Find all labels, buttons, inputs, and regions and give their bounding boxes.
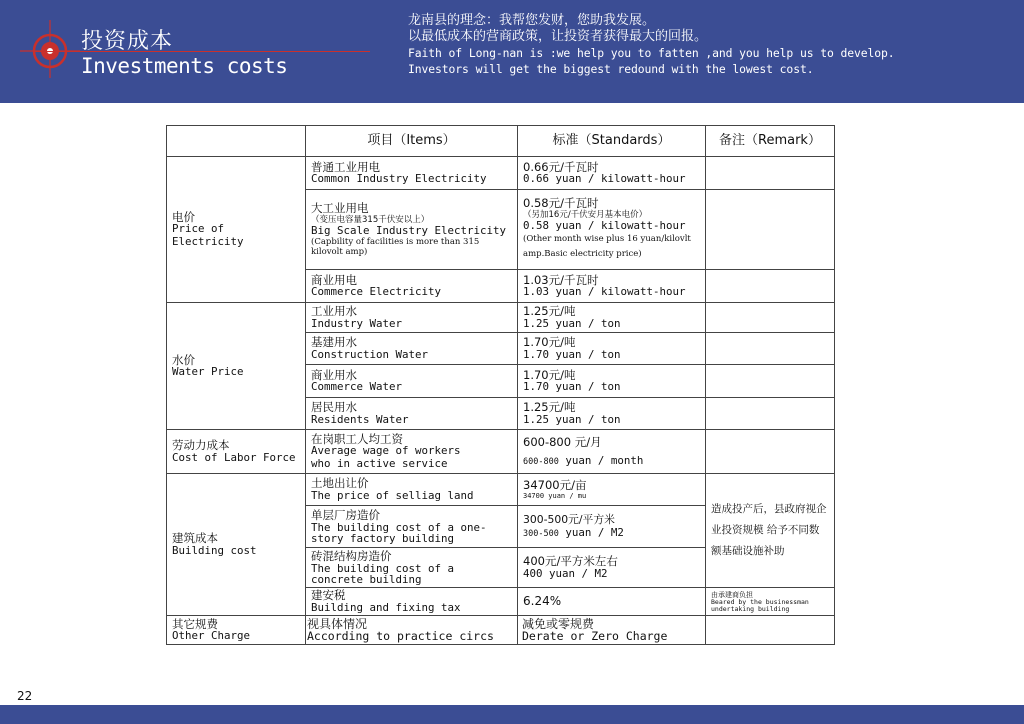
item-cn: 建安税 [311, 588, 346, 602]
standard-cn: 0.58元/千瓦时 [523, 196, 599, 210]
standard-note-en: (Other month wise plus 16 yuan/kilovlt amp.Basic electricity price) [523, 234, 691, 259]
item-cn: 基建用水 [311, 335, 357, 349]
slogan-en-line-1: Faith of Long-nan is :we help you to fatten ,and you help us to develop. [408, 46, 895, 60]
standard-cell [518, 190, 706, 270]
standard-cn: 1.25元/吨 [523, 304, 576, 318]
footer-bar [0, 705, 1024, 724]
item-cn: 砖混结构房造价 [311, 549, 392, 564]
item-cell [306, 333, 518, 365]
item-en: Big Scale Industry Electricity [311, 223, 507, 237]
standard-cell [518, 588, 706, 616]
remark-cell [706, 365, 835, 398]
category-other [167, 616, 306, 645]
standard-note-cn: （另加16元/千伏安月基本电价） [523, 209, 648, 220]
item-cell [306, 157, 518, 190]
category-label-en: Water Price [172, 365, 244, 378]
standard-cn: 1.25元/吨 [523, 400, 576, 414]
item-en: Commerce Electricity [311, 285, 442, 298]
item-cell [306, 303, 518, 333]
standard-cell [518, 548, 706, 588]
slogan-cn-line-1: 龙南县的理念：我帮您发财，您助我发展。 [408, 13, 656, 28]
standard-en: 1.03 yuan / kilowatt-hour [523, 285, 686, 298]
remark-cell [706, 270, 835, 303]
slogan-cn-line-2: 以最低成本的营商政策，让投资者获得最大的回报。 [408, 29, 708, 44]
item-cell [306, 190, 518, 270]
item-en: Construction Water [311, 347, 429, 361]
standard-cn: 1.70元/吨 [523, 335, 576, 349]
slogan-en-line-2: Investors will get the biggest redound with the lowest cost. [408, 62, 814, 76]
standard-en: 0.66 yuan / kilowatt-hour [523, 172, 686, 185]
item-en: Commerce Water [311, 380, 403, 393]
item-cn: 居民用水 [311, 400, 357, 414]
remark-cell [706, 303, 835, 333]
category-label-en: Other Charge [172, 629, 251, 642]
standard-en: Derate or Zero Charge [522, 629, 668, 643]
item-en: Residents Water [311, 412, 409, 426]
item-en: The building cost of a one-story factory building [311, 520, 487, 545]
category-label-cn: 水价 [172, 352, 195, 367]
item-cn: 视具体情况 [307, 616, 368, 631]
standard-cell [518, 303, 706, 333]
category-label-en: Price of Electricity [172, 222, 244, 248]
item-cn: 商业用水 [311, 367, 357, 382]
table-row [167, 474, 835, 506]
item-en: The price of selliag land [311, 488, 474, 502]
investment-costs-table [166, 125, 835, 645]
remark-cell [706, 398, 835, 430]
standard-cn: 300-500元/平方米 [523, 513, 615, 526]
category-label-cn: 其它规费 [172, 616, 218, 631]
standard-cell [518, 398, 706, 430]
standard-en: 34700 yuan / mu [523, 491, 587, 500]
table-row [167, 616, 835, 645]
item-cell [306, 588, 518, 616]
standard-en: 400 yuan / M2 [523, 566, 608, 580]
standard-cn: 1.70元/吨 [523, 367, 576, 382]
standard-cn: 400元/平方米左右 [523, 554, 618, 568]
item-en: According to practice circs [307, 629, 494, 643]
standard-cell [518, 157, 706, 190]
standard-cell [518, 365, 706, 398]
remark-cell [706, 430, 835, 474]
item-note-en: (Capbility of facilities is more than 315 kilovolt amp) [311, 237, 480, 257]
item-en: Common Industry Electricity [311, 172, 487, 185]
page-number: 22 [17, 689, 33, 703]
category-electricity [167, 157, 306, 303]
standard-cell [518, 506, 706, 548]
item-en: Average wage of workers who in active service [311, 444, 461, 470]
item-cn: 在岗职工人均工资 [311, 431, 403, 446]
standard-value: 6.24% [523, 594, 562, 609]
standard-en: 1.25 yuan / ton [523, 316, 621, 330]
standard-cn: 1.03元/千瓦时 [523, 272, 599, 287]
table-row [167, 157, 835, 190]
standard-cn: 600-800 元/月 [523, 435, 602, 449]
standard-cell [518, 474, 706, 506]
slogan [408, 13, 895, 77]
remark-en: Beared by the businessman undertaking building [711, 597, 809, 613]
category-label-en: Building cost [172, 543, 257, 557]
standard-cn: 34700元/亩 [523, 478, 587, 493]
item-en: The building cost of a concrete building [311, 561, 455, 586]
standard-en-num: 600-800 [523, 456, 559, 467]
standard-cn: 减免或零规费 [522, 616, 595, 631]
item-note-cn: （变压电容量315千伏安以上） [311, 214, 430, 225]
item-cn: 普通工业用电 [311, 159, 380, 174]
item-cn: 工业用水 [311, 304, 357, 318]
item-cell [306, 506, 518, 548]
standard-cell [518, 333, 706, 365]
item-en: Building and fixing tax [311, 600, 461, 614]
remark-cell [706, 616, 835, 645]
header-standards: 标准（Standards） [518, 126, 706, 157]
item-cell [306, 270, 518, 303]
category-building [167, 474, 306, 616]
category-label-en: Cost of Labor Force [172, 450, 296, 464]
page-title-en: Investments costs [81, 54, 288, 78]
item-cn: 商业用电 [311, 272, 357, 287]
remark-cell [706, 588, 835, 616]
crosshair-target-icon [20, 18, 80, 78]
table-row [167, 430, 835, 474]
remark-cell [706, 333, 835, 365]
standard-cell [518, 270, 706, 303]
building-remark: 造成投产后，县政府视企业投资规模 给予不同数额基础设施补助 [711, 503, 827, 557]
item-cn: 单层厂房造价 [311, 508, 380, 523]
category-label-cn: 建筑成本 [172, 531, 218, 545]
item-cell [306, 365, 518, 398]
category-label-cn: 电价 [172, 209, 195, 224]
header-banner [0, 0, 1024, 103]
header-remark: 备注（Remark） [706, 126, 835, 157]
standard-en-unit: yuan / month [565, 453, 644, 467]
category-labor [167, 430, 306, 474]
item-cell [306, 548, 518, 588]
standard-en: 0.58 yuan / kilowatt-hour [523, 218, 686, 232]
category-water [167, 303, 306, 430]
header-category [167, 126, 306, 157]
category-label-cn: 劳动力成本 [172, 438, 230, 452]
standard-cell [518, 430, 706, 474]
item-en: Industry Water [311, 316, 403, 330]
remark-cell [706, 190, 835, 270]
item-cell [306, 616, 518, 645]
table-row [167, 303, 835, 333]
item-cell [306, 430, 518, 474]
header-items: 项目（Items） [306, 126, 518, 157]
standard-en: 1.25 yuan / ton [523, 412, 621, 426]
standard-en-unit: yuan / M2 [565, 525, 624, 539]
remark-cell-building [706, 474, 835, 588]
remark-cell [706, 157, 835, 190]
table-header-row [167, 126, 835, 157]
standard-en: 1.70 yuan / ton [523, 380, 621, 393]
remark-cn: 由承建商负担 [711, 590, 753, 599]
standard-cn: 0.66元/千瓦时 [523, 159, 599, 174]
standard-en: 1.70 yuan / ton [523, 347, 621, 361]
item-cell [306, 474, 518, 506]
item-cn: 大工业用电 [311, 201, 369, 215]
page-title-cn: 投资成本 [81, 29, 174, 54]
item-cell [306, 398, 518, 430]
standard-cell [518, 616, 706, 645]
item-cn: 土地出让价 [311, 476, 369, 490]
standard-en-num: 300-500 [523, 528, 559, 539]
